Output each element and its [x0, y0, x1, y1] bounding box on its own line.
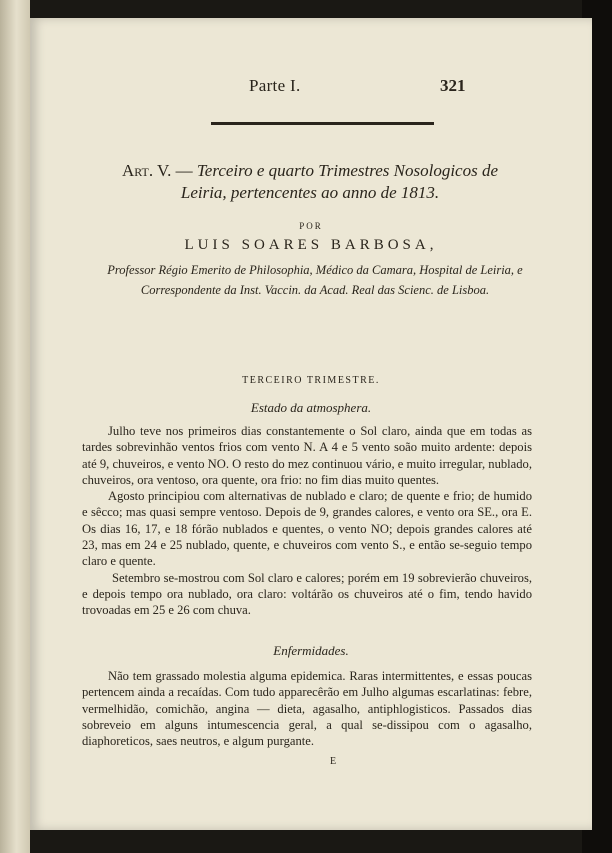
- author-name: LUIS SOARES BARBOSA,: [184, 237, 438, 253]
- paragraph: Setembro se-mostrou com Sol claro e calores; porém em 19 sobrevierão chuveiros, e depois tempo ora nublado, ora claro: voltárão os chuveiros até o fim, tendo havido trovoadas em 25 e 26 com chuva.: [82, 570, 532, 618]
- running-head: Parte I.: [249, 76, 301, 95]
- header-rule: [211, 122, 434, 125]
- enfermidades-body: [82, 668, 532, 749]
- paragraph: Agosto principiou com alternativas de nublado e claro; de quente e frio; de humido e sêcco; mas quasi sempre ventoso. Depois de 9, grandes calores, e vento ora SE., ora E. Os dias 16, 17, e 18 fórão nublados e quentes, o vento NO; depois grandes calores até 23, mas em 24 e 25 nublado, quente, e chuveiros com vento S., e então se-seguio tempo claro e quente.: [82, 489, 532, 569]
- paragraph: Não tem grassado molestia alguma epidemica. Raras intermittentes, e essas poucas pertencem ainda a recaídas. Com tudo apparecêrão em Julho algumas escarlatinas: febre, vermelhidão, comichão, angina — dieta, agasalho, antiphlogisticos. Passados dias sobreveio em alguns intumescencia geral, a qual se-dissipou com o agasalho, diaphoreticos, saes neutros, e algum purgante.: [82, 669, 532, 749]
- article-label: Art. V. —: [121, 161, 193, 180]
- author-credentials: Professor Régio Emerito de Philosophia, Médico da Camara, Hospital de Leiria, e Correspondente da Inst. Vaccin. da Acad. Real das Scienc. de Lisboa.: [107, 263, 523, 297]
- signature-mark: E: [330, 756, 337, 767]
- article-title-text: Terceiro e quarto Trimestres Nosologicos de Leiria, pertencentes ao anno de 1813.: [180, 161, 499, 202]
- body-text: [82, 423, 532, 619]
- adjacent-page-edge: [0, 0, 30, 853]
- section-title: TERCEIRO TRIMESTRE.: [242, 375, 380, 386]
- paragraph: Julho teve nos primeiros dias constantemente o Sol claro, ainda que em todas as tardes sobrevinhão ventos frios com vento N. A 4 e 5 vento soão muito ardente: depois até 9, chuveiros, e vento NO. O resto do mez continuou vário, e muito irregular, nublado, chuveiros, ora ventoso, ora quente, ora frio: no fim dias muito quentes.: [82, 424, 532, 487]
- article-title: [100, 160, 520, 204]
- page-number: 321: [440, 76, 466, 95]
- por-label: POR: [299, 221, 323, 231]
- enfermidades-title: Enfermidades.: [273, 643, 349, 658]
- subsection-title: Estado da atmosphera.: [250, 400, 372, 415]
- book-page: [30, 18, 592, 830]
